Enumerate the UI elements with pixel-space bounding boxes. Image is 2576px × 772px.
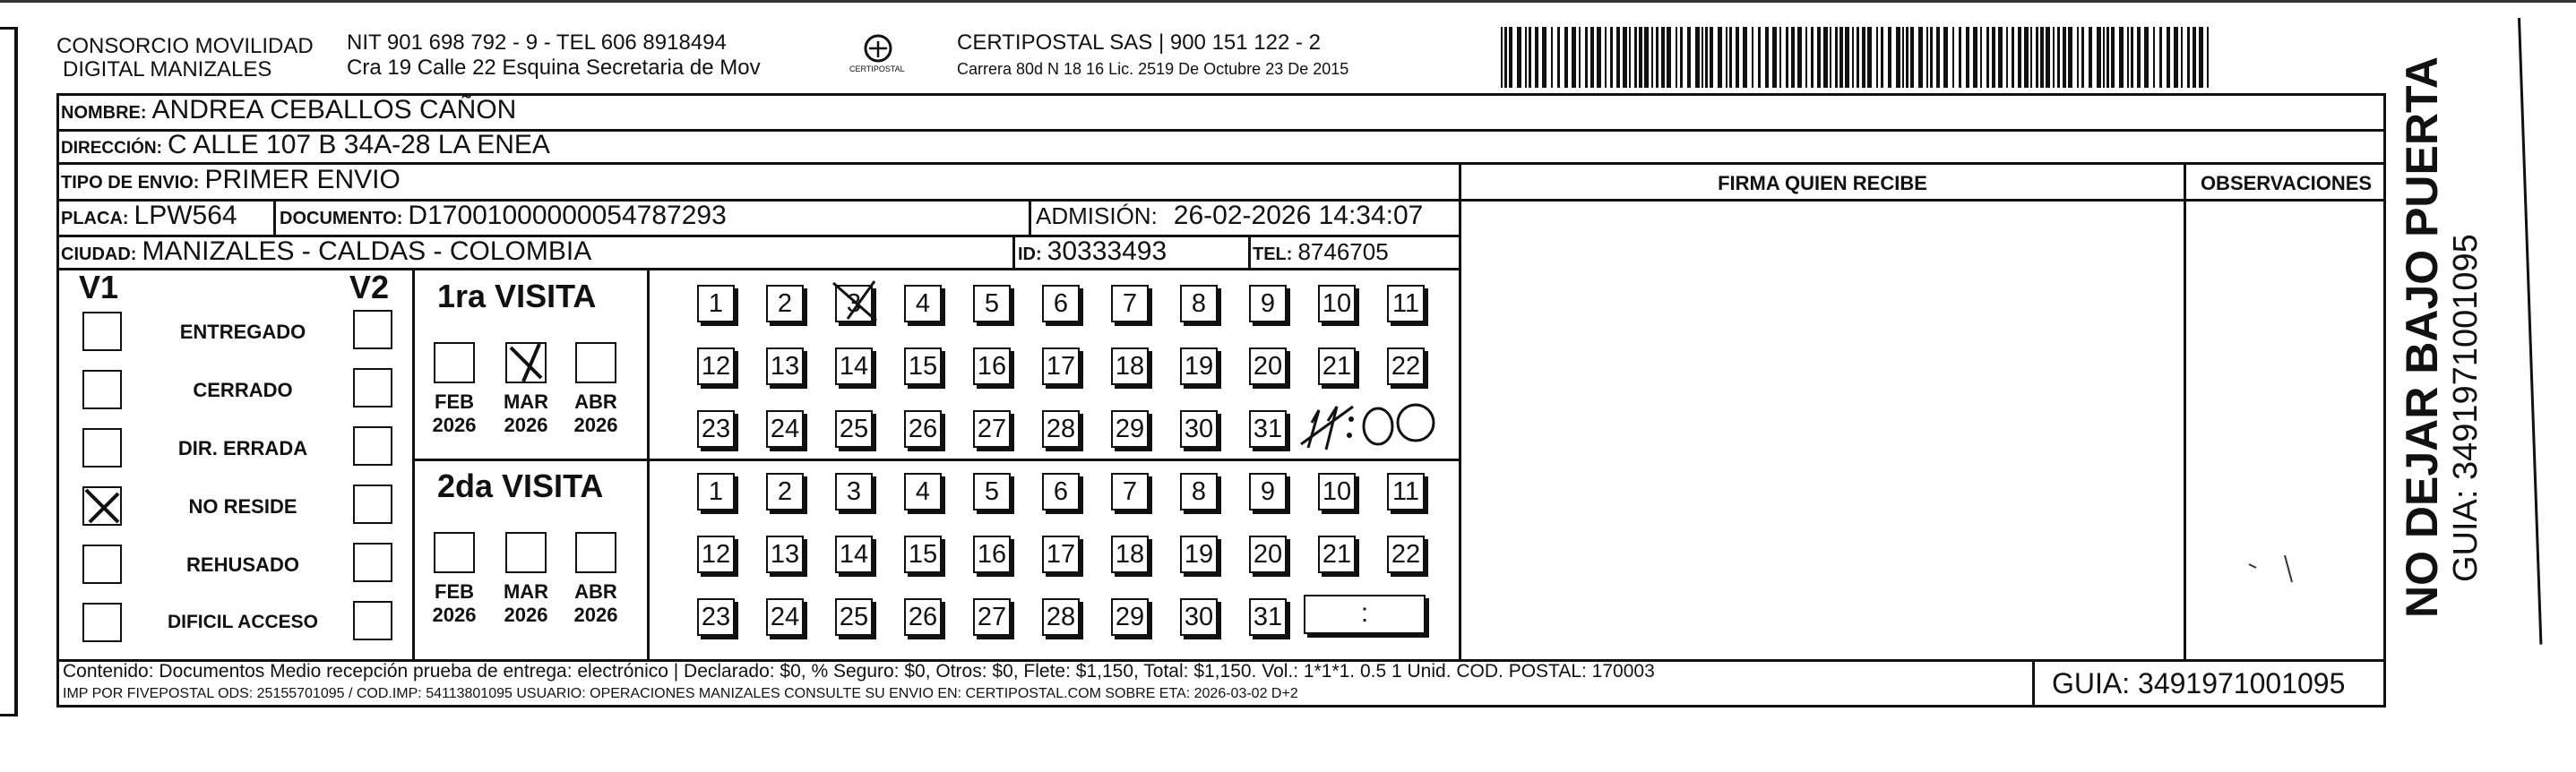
barcode-bar <box>1726 27 1727 88</box>
barcode-bar <box>2181 27 2183 88</box>
barcode <box>1501 27 2212 88</box>
v1-label: V1 <box>79 269 119 305</box>
v1-checkbox-no-reside[interactable] <box>82 486 122 526</box>
barcode-bar <box>2040 27 2044 88</box>
day-17-visit-1[interactable]: 17 <box>1042 347 1080 385</box>
barcode-bar <box>2068 27 2072 88</box>
barcode-bar <box>1705 27 1708 88</box>
status-label-rehusado: REHUSADO <box>186 553 299 576</box>
scan-edge-left-tick-top <box>0 27 18 30</box>
first-visit-title: 1ra VISITA <box>437 278 597 314</box>
day-15-visit-2[interactable]: 15 <box>904 536 942 573</box>
day-21-visit-1[interactable]: 21 <box>1318 347 1356 385</box>
tel-row <box>1253 238 1389 266</box>
side-line-1: NO DEJAR BAJO PUERTA <box>2397 56 2447 618</box>
col-line-firma <box>1459 164 1461 659</box>
barcode-bar <box>1758 27 1761 88</box>
ciudad-label: CIUDAD: <box>61 244 137 264</box>
barcode-bar <box>1973 27 1977 88</box>
day-13-visit-2[interactable]: 13 <box>766 536 804 573</box>
barcode-bar <box>1918 27 1923 88</box>
day-28-visit-1[interactable]: 28 <box>1042 410 1080 448</box>
month-label-abr: ABR 2026 <box>573 580 618 626</box>
day-29-visit-1[interactable]: 29 <box>1111 410 1149 448</box>
footer-line-2: IMP POR FIVEPOSTAL ODS: 25155701095 / COD.IMP: 54113801095 USUARIO: OPERACIONES MANIZALES CONSULTE SU ENVIO EN: CERTIPOSTAL.COM SOBRE ETA: 2026-03-02 D+2 <box>63 686 1298 701</box>
month-label-mar: MAR 2026 <box>503 390 549 436</box>
barcode-bar <box>1680 27 1683 88</box>
v1-checkbox-cerrado[interactable] <box>82 370 122 409</box>
v2-checkbox-cerrado[interactable] <box>353 368 392 407</box>
tel-divider <box>1248 235 1251 268</box>
day-22-visit-1[interactable]: 22 <box>1387 347 1425 385</box>
day-4-visit-1[interactable]: 4 <box>904 285 942 322</box>
barcode-bar <box>1639 27 1642 88</box>
barcode-bar <box>1830 27 1831 88</box>
day-6-visit-1[interactable]: 6 <box>1042 285 1080 322</box>
id-label: ID: <box>1018 244 1042 264</box>
barcode-bar <box>1881 27 1883 88</box>
day-12-visit-1[interactable]: 12 <box>697 347 735 385</box>
day-1-visit-2[interactable]: 1 <box>697 473 735 510</box>
barcode-bar <box>2111 27 2115 88</box>
status-label-dir-errada: DIR. ERRADA <box>177 437 308 459</box>
check-mark-icon <box>84 488 120 524</box>
barcode-bar <box>1786 27 1788 88</box>
v2-checkbox-dificil-acceso[interactable] <box>353 601 392 640</box>
barcode-bar <box>2103 27 2105 88</box>
tipo-row <box>61 165 401 195</box>
barcode-bar <box>1852 27 1854 88</box>
barcode-bar <box>2153 27 2155 88</box>
barcode-bar <box>1743 27 1747 88</box>
row-line-2 <box>56 162 2386 165</box>
barcode-bar <box>2012 27 2014 88</box>
admision-label: ADMISIÓN: <box>1036 202 1158 229</box>
logo-text: CERTIPOSTAL <box>849 64 905 73</box>
barcode-bar <box>1585 27 1588 88</box>
barcode-bar <box>1597 27 1601 88</box>
day-24-visit-2[interactable]: 24 <box>766 598 804 636</box>
id-row <box>1018 236 1167 267</box>
month-checkbox-abr[interactable] <box>575 342 616 383</box>
barcode-bar <box>1610 27 1613 88</box>
barcode-bar <box>1656 27 1658 88</box>
barcode-bar <box>1605 27 1607 88</box>
day-24-visit-1[interactable]: 24 <box>766 410 804 448</box>
day-8-visit-1[interactable]: 8 <box>1180 285 1218 322</box>
barcode-bar <box>1910 27 1914 88</box>
barcode-bar <box>1835 27 1838 88</box>
status-divider <box>412 268 415 659</box>
nombre-label: NOMBRE: <box>61 103 147 123</box>
barcode-bar <box>2106 27 2109 88</box>
barcode-bar <box>2057 27 2060 88</box>
barcode-bar <box>1839 27 1843 88</box>
day-12-visit-2[interactable]: 12 <box>697 536 735 573</box>
side-line-2: GUIA: 3491971001095 <box>2447 234 2485 582</box>
carrier-address: Carrera 80d N 18 16 Lic. 2519 De Octubre 23 De 2015 <box>957 60 1349 78</box>
sender-address: Cra 19 Calle 22 Esquina Secretaria de Mov <box>347 56 761 80</box>
barcode-bar <box>2131 27 2133 88</box>
barcode-bar <box>1857 27 1859 88</box>
day-3-visit-1[interactable]: 3 <box>835 285 873 322</box>
day-4-visit-2[interactable]: 4 <box>904 473 942 510</box>
tipo-label: TIPO DE ENVIO: <box>61 173 200 193</box>
barcode-bar <box>1551 27 1553 88</box>
v2-checkbox-dir-errada[interactable] <box>353 426 392 466</box>
day-26-visit-1[interactable]: 26 <box>904 410 942 448</box>
day-1-visit-1[interactable]: 1 <box>697 285 735 322</box>
barcode-bar <box>1590 27 1594 88</box>
barcode-bar <box>1998 27 2003 88</box>
barcode-bar <box>1710 27 1713 88</box>
day-30-visit-2[interactable]: 30 <box>1180 598 1218 636</box>
barcode-bar <box>2018 27 2021 88</box>
v2-checkbox-rehusado[interactable] <box>353 543 392 582</box>
v1-checkbox-rehusado[interactable] <box>82 545 122 584</box>
barcode-bar <box>1504 27 1507 88</box>
barcode-bar <box>1651 27 1653 88</box>
barcode-bar <box>1517 27 1521 88</box>
tipo-value: PRIMER ENVIO <box>204 165 401 194</box>
barcode-bar <box>1811 27 1814 88</box>
day-18-visit-2[interactable]: 18 <box>1111 536 1149 573</box>
barcode-bar <box>2063 27 2066 88</box>
barcode-bar <box>1966 27 1969 88</box>
barcode-bar <box>1525 27 1527 88</box>
barcode-bar <box>1930 27 1933 88</box>
barcode-bar <box>2046 27 2050 88</box>
day-9-visit-2[interactable]: 9 <box>1249 473 1287 510</box>
day-5-visit-2[interactable]: 5 <box>973 473 1011 510</box>
placa-divider <box>273 199 276 235</box>
barcode-bar <box>1623 27 1627 88</box>
barcode-bar <box>2006 27 2008 88</box>
sender-name-1: CONSORCIO MOVILIDAD <box>56 34 314 58</box>
barcode-bar <box>1943 27 1948 88</box>
scan-edge-left <box>14 27 18 716</box>
month-checkbox-feb[interactable] <box>434 532 475 573</box>
day-7-visit-2[interactable]: 7 <box>1111 473 1149 510</box>
day-17-visit-2[interactable]: 17 <box>1042 536 1080 573</box>
day-15-visit-1[interactable]: 15 <box>904 347 942 385</box>
day-30-visit-1[interactable]: 30 <box>1180 410 1218 448</box>
scan-edge-top <box>0 0 2576 3</box>
month-label-mar: MAR 2026 <box>503 580 549 626</box>
sender-nit: NIT 901 698 792 - 9 - TEL 606 8918494 <box>347 30 727 55</box>
day-29-visit-2[interactable]: 29 <box>1111 598 1149 636</box>
barcode-bar <box>1616 27 1620 88</box>
tel-label: TEL: <box>1253 244 1293 264</box>
admision-row <box>1036 201 1423 231</box>
barcode-bar <box>1888 27 1891 88</box>
barcode-bar <box>2193 27 2196 88</box>
day-7-visit-1[interactable]: 7 <box>1111 285 1149 322</box>
barcode-bar <box>1823 27 1828 88</box>
day-27-visit-2[interactable]: 27 <box>973 598 1011 636</box>
scan-edge-left-tick-bottom <box>0 714 18 716</box>
day-11-visit-2[interactable]: 11 <box>1387 473 1425 510</box>
barcode-bar <box>1535 27 1538 88</box>
month-label-abr: ABR 2026 <box>573 390 618 436</box>
day-10-visit-2[interactable]: 10 <box>1318 473 1356 510</box>
day-31-visit-1[interactable]: 31 <box>1249 410 1287 448</box>
admision-divider <box>1029 199 1031 235</box>
barcode-bar <box>1992 27 1995 88</box>
documento-row <box>280 201 727 231</box>
barcode-bar <box>1952 27 1954 88</box>
barcode-bar <box>1509 27 1512 88</box>
footer-guia-divider <box>2032 659 2035 708</box>
month-checkbox-mar[interactable] <box>505 532 547 573</box>
sender-name-2: DIGITAL MANIZALES <box>63 57 272 81</box>
barcode-bar <box>1542 27 1546 88</box>
barcode-bar <box>1867 27 1872 88</box>
barcode-bar <box>1817 27 1821 88</box>
barcode-bar <box>2081 27 2084 88</box>
barcode-bar <box>1959 27 1961 88</box>
day-25-visit-1[interactable]: 25 <box>835 410 873 448</box>
barcode-bar <box>2127 27 2129 88</box>
stray-mark <box>2240 546 2312 591</box>
second-visit-time-box[interactable]: : <box>1304 595 1426 634</box>
side-text <box>2397 56 2504 618</box>
barcode-bar <box>2199 27 2203 88</box>
day-21-visit-2[interactable]: 21 <box>1318 536 1356 573</box>
second-visit-title: 2da VISITA <box>437 467 604 504</box>
placa-value: LPW564 <box>134 201 237 230</box>
v1-checkbox-dificil-acceso[interactable] <box>82 603 122 642</box>
day-31-visit-2[interactable]: 31 <box>1249 598 1287 636</box>
barcode-bar <box>1501 27 1503 88</box>
barcode-bar <box>1791 27 1795 88</box>
day-11-visit-1[interactable]: 11 <box>1387 285 1425 322</box>
barcode-bar <box>1805 27 1807 88</box>
placa-row <box>61 201 237 231</box>
barcode-bar <box>2030 27 2032 88</box>
ciudad-row <box>61 236 591 267</box>
day-10-visit-1[interactable]: 10 <box>1318 285 1356 322</box>
barcode-bar <box>1986 27 1989 88</box>
barcode-bar <box>2089 27 2092 88</box>
day-19-visit-1[interactable]: 19 <box>1180 347 1218 385</box>
month-checkbox-feb[interactable] <box>434 342 475 383</box>
status-label-dificil-acceso: DIFICIL ACCESO <box>167 612 318 632</box>
day-6-visit-2[interactable]: 6 <box>1042 473 1080 510</box>
day-20-visit-1[interactable]: 20 <box>1249 347 1287 385</box>
barcode-bar <box>2137 27 2141 88</box>
barcode-bar <box>1579 27 1581 88</box>
barcode-bar <box>1765 27 1769 88</box>
barcode-bar <box>2207 27 2209 88</box>
day-25-visit-2[interactable]: 25 <box>835 598 873 636</box>
month-label-feb: FEB 2026 <box>432 580 477 626</box>
day-28-visit-2[interactable]: 28 <box>1042 598 1080 636</box>
check-mark-icon <box>830 279 883 324</box>
barcode-bar <box>1736 27 1739 88</box>
direccion-value: C ALLE 107 B 34A-28 LA ENEA <box>167 130 550 159</box>
day-5-visit-1[interactable]: 5 <box>973 285 1011 322</box>
barcode-bar <box>2077 27 2079 88</box>
barcode-bar <box>1661 27 1665 88</box>
month-checkbox-mar[interactable] <box>505 342 547 383</box>
firma-header: FIRMA QUIEN RECIBE <box>1718 172 1927 194</box>
nombre-row <box>61 95 516 125</box>
day-14-visit-2[interactable]: 14 <box>835 536 873 573</box>
barcode-bar <box>2097 27 2101 88</box>
col-line-header-obs <box>1459 199 2386 202</box>
day-16-visit-1[interactable]: 16 <box>973 347 1011 385</box>
day-26-visit-2[interactable]: 26 <box>904 598 942 636</box>
day-27-visit-1[interactable]: 27 <box>973 410 1011 448</box>
tel-value: 8746705 <box>1297 238 1389 265</box>
day-14-visit-1[interactable]: 14 <box>835 347 873 385</box>
barcode-bar <box>1529 27 1531 88</box>
status-label-no-reside: NO RESIDE <box>188 495 297 518</box>
day-16-visit-2[interactable]: 16 <box>973 536 1011 573</box>
month-checkbox-abr[interactable] <box>575 532 616 573</box>
barcode-bar <box>1629 27 1631 88</box>
barcode-bar <box>1980 27 1982 88</box>
barcode-bar <box>2167 27 2170 88</box>
scan-edge-right <box>2518 18 2542 645</box>
barcode-bar <box>2187 27 2190 88</box>
barcode-bar <box>1564 27 1568 88</box>
month-label-feb: FEB 2026 <box>432 390 477 436</box>
row-line-5 <box>56 268 1461 270</box>
barcode-bar <box>1936 27 1940 88</box>
direccion-label: DIRECCIÓN: <box>61 139 162 158</box>
certipostal-logo <box>842 34 914 79</box>
barcode-bar <box>2024 27 2029 88</box>
col-line-obs <box>2184 164 2186 659</box>
observaciones-header: OBSERVACIONES <box>2200 172 2373 194</box>
first-visit-time-handwritten <box>1299 394 1452 457</box>
barcode-bar <box>1634 27 1637 88</box>
barcode-bar <box>2053 27 2055 88</box>
admision-value: 26-02-2026 14:34:07 <box>1173 201 1424 230</box>
barcode-bar <box>2144 27 2149 88</box>
ciudad-value: MANIZALES - CALDAS - COLOMBIA <box>142 236 592 266</box>
day-23-visit-2[interactable]: 23 <box>697 598 735 636</box>
v2-checkbox-no-reside[interactable] <box>353 485 392 524</box>
v2-checkbox-entregado[interactable] <box>353 310 392 349</box>
barcode-bar <box>1876 27 1878 88</box>
v1-checkbox-dir-errada[interactable] <box>82 428 122 467</box>
visit-mid-line <box>412 459 1460 461</box>
day-18-visit-1[interactable]: 18 <box>1111 347 1149 385</box>
footer-guia: GUIA: 3491971001095 <box>2052 667 2346 699</box>
day-2-visit-1[interactable]: 2 <box>766 285 804 322</box>
barcode-bar <box>1729 27 1732 88</box>
visit-divider <box>647 268 650 659</box>
check-mark-icon <box>507 344 545 382</box>
barcode-bar <box>1752 27 1753 88</box>
day-8-visit-2[interactable]: 8 <box>1180 473 1218 510</box>
barcode-bar <box>1902 27 1904 88</box>
day-2-visit-2[interactable]: 2 <box>766 473 804 510</box>
barcode-bar <box>1687 27 1691 88</box>
barcode-bar <box>1797 27 1802 88</box>
barcode-bar <box>1718 27 1722 88</box>
day-23-visit-1[interactable]: 23 <box>697 410 735 448</box>
id-value: 30333493 <box>1047 236 1167 266</box>
barcode-bar <box>1926 27 1928 88</box>
direccion-row <box>61 130 550 160</box>
barcode-bar <box>1676 27 1677 88</box>
documento-value: D17001000000054787293 <box>408 201 727 230</box>
day-19-visit-2[interactable]: 19 <box>1180 536 1218 573</box>
barcode-bar <box>2159 27 2162 88</box>
barcode-bar <box>1772 27 1777 88</box>
barcode-bar <box>1845 27 1849 88</box>
barcode-bar <box>1896 27 1900 88</box>
carrier-name: CERTIPOSTAL SAS | 900 151 122 - 2 <box>957 30 1321 55</box>
barcode-bar <box>1695 27 1700 88</box>
barcode-bar <box>1862 27 1865 88</box>
documento-label: DOCUMENTO: <box>280 209 403 228</box>
day-9-visit-1[interactable]: 9 <box>1249 285 1287 322</box>
status-label-cerrado: CERRADO <box>193 379 293 401</box>
day-22-visit-2[interactable]: 22 <box>1387 536 1425 573</box>
barcode-bar <box>2036 27 2038 88</box>
id-divider <box>1012 235 1015 268</box>
status-label-entregado: ENTREGADO <box>179 321 306 343</box>
day-20-visit-2[interactable]: 20 <box>1249 536 1287 573</box>
barcode-bar <box>2174 27 2178 88</box>
barcode-bar <box>1644 27 1649 88</box>
v1-checkbox-entregado[interactable] <box>82 312 122 351</box>
day-3-visit-2[interactable]: 3 <box>835 473 873 510</box>
nombre-value: ANDREA CEBALLOS CAÑON <box>151 95 517 124</box>
barcode-bar <box>1906 27 1908 88</box>
barcode-bar <box>1667 27 1671 88</box>
barcode-bar <box>1779 27 1781 88</box>
barcode-bar <box>2119 27 2124 88</box>
placa-label: PLACA: <box>61 209 129 228</box>
v2-label: V2 <box>349 269 390 305</box>
footer-line-1: Contenido: Documentos Medio recepción prueba de entrega: electrónico | Declarado: $0, % Seguro: $0, Otros: $0, Flete: $1,150, Total: $1,150. Vol.: 1*1*1. 0.5 1 Unid. COD. POSTAL: 170003 <box>63 661 1655 682</box>
barcode-bar <box>1572 27 1576 88</box>
barcode-bar <box>1557 27 1560 88</box>
barcode-bar <box>1702 27 1703 88</box>
day-13-visit-1[interactable]: 13 <box>766 347 804 385</box>
